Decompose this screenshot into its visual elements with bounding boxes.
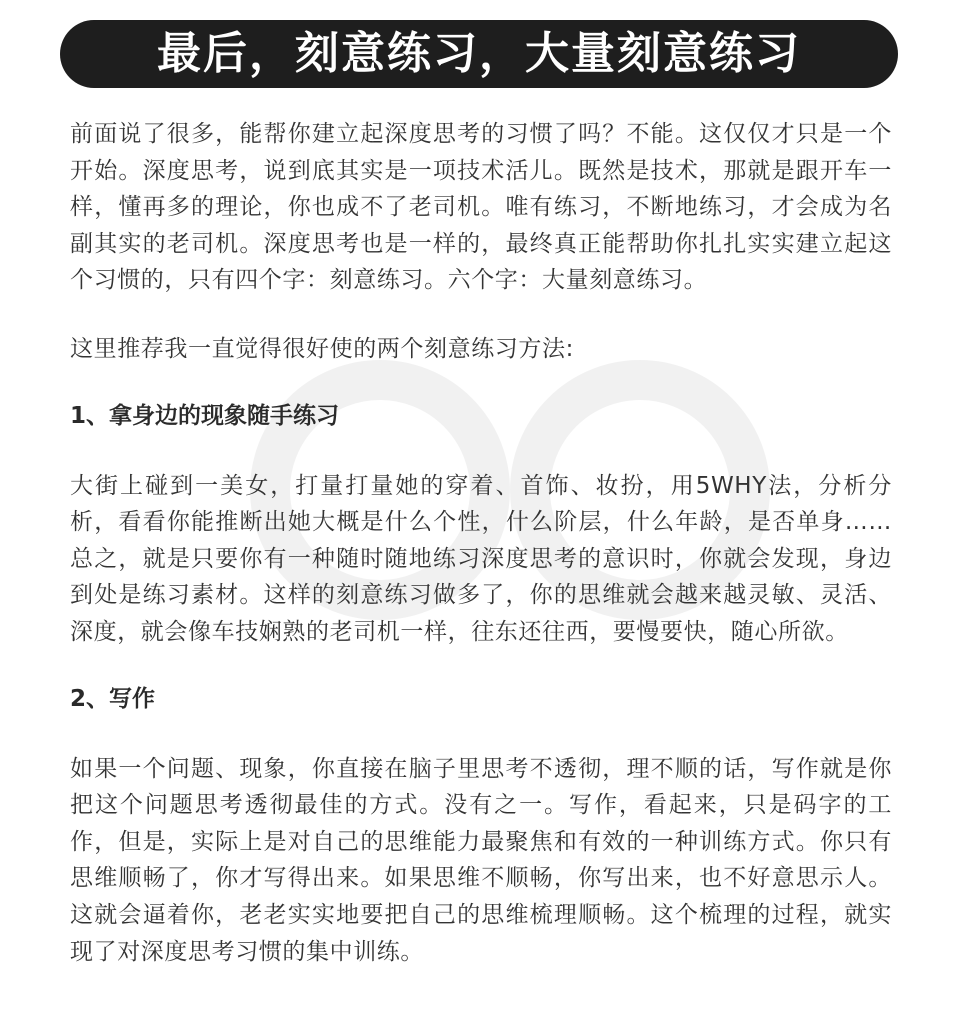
section1-paragraph: 大街上碰到一美女，打量打量她的穿着、首饰、妆扮，用5WHY法，分析分析，看看你能推断出她大概是什么个性，什么阶层，什么年龄，是否单身……总之，就是只要你有一种随时随地练习深度思考的意识时，你就会发现，身边到处是练习素材。这样的刻意练习做多了，你的思维就会越来越灵敏、灵活、深度，就会像车技娴熟的老司机一样，往东还往西，要慢要快，随心所欲。 — [70, 472, 892, 645]
intro-paragraph: 前面说了很多，能帮你建立起深度思考的习惯了吗？不能。这仅仅才只是一个开始。深度思考，说到底其实是一项技术活儿。既然是技术，那就是跟开车一样，懂再多的理论，你也成不了老司机。唯有练习，不断地练习，才会成为名副其实的老司机。深度思考也是一样的，最终真正能帮助你扎扎实实建立起这个习惯的，只有四个字：刻意练习。六个字：大量刻意练习。 — [70, 121, 892, 294]
page-title: 最后，刻意练习，大量刻意练习 — [157, 28, 801, 79]
recommend-paragraph: 这里推荐我一直觉得很好使的两个刻意练习方法: — [70, 335, 574, 362]
article-body — [70, 116, 892, 970]
section-heading-2: 2、写作 — [70, 685, 156, 712]
section2-paragraph: 如果一个问题、现象，你直接在脑子里思考不透彻，理不顺的话，写作就是你把这个问题思考透彻最佳的方式。没有之一。写作，看起来，只是码字的工作，但是，实际上是对自己的思维能力最聚焦和有效的一种训练方式。你只有思维顺畅了，你才写得出来。如果思维不顺畅，你写出来，也不好意思示人。这就会逼着你，老老实实地要把自己的思维梳理顺畅。这个梳理的过程，就实现了对深度思考习惯的集中训练。 — [70, 755, 892, 965]
title-banner — [60, 20, 898, 88]
section-heading-1: 1、拿身边的现象随手练习 — [70, 402, 340, 429]
